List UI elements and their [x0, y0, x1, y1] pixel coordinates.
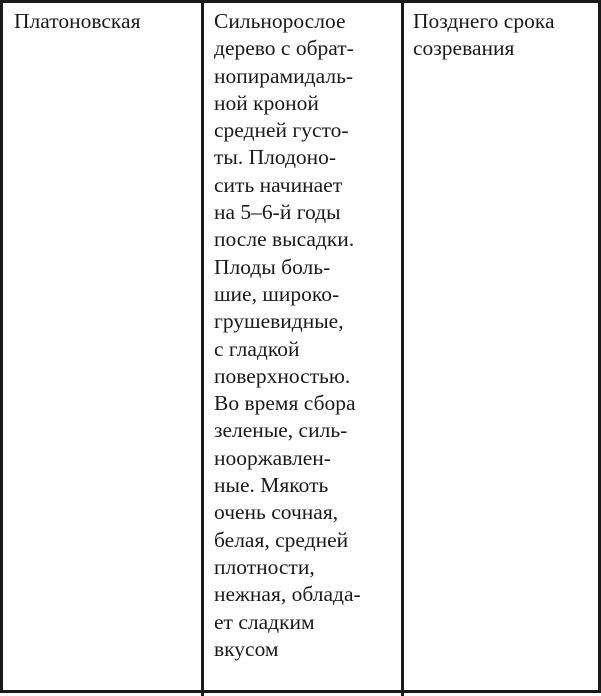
- cell-text-line: созревания: [413, 36, 515, 61]
- cell-text-line: Платоновская: [14, 9, 141, 33]
- cell-text-line: очень сочная,: [214, 500, 339, 525]
- cell-text-line: грушевидные,: [214, 309, 344, 334]
- cell-text-line: ты. Плодоно-: [214, 145, 337, 170]
- cell-text-line: Позднего срока: [413, 9, 555, 33]
- column-divider-1: [201, 3, 204, 696]
- cell-ripening-period: [413, 8, 598, 63]
- cell-text-line: ет сладким: [214, 609, 315, 634]
- cell-text-line: Сильнорослое: [214, 9, 346, 33]
- cell-text-line: белая, средней: [214, 527, 349, 552]
- cell-text-line: дерево с обрат-: [214, 36, 354, 61]
- cell-text-line: после высадки.: [214, 227, 355, 252]
- cell-text-line: на 5–6-й годы: [214, 200, 341, 225]
- cell-text-line: вкусом: [214, 636, 279, 661]
- cell-text-line: нопирамидаль-: [214, 63, 354, 88]
- cell-text-line: плотности,: [214, 554, 315, 579]
- cell-text-line: нежная, облада-: [214, 582, 361, 607]
- cell-text-line: средней густо-: [214, 118, 349, 143]
- cell-text-line: сить начинает: [214, 172, 343, 197]
- cell-text-line: ной кроной: [214, 90, 319, 115]
- cell-text-line: Во время сбора: [214, 391, 356, 416]
- cell-variety-name: [14, 8, 194, 35]
- column-divider-2: [401, 3, 404, 696]
- cell-text-line: ные. Мякоть: [214, 473, 329, 498]
- cell-text-line: поверхностью.: [214, 363, 351, 388]
- cell-text-line: шие, широко-: [214, 281, 340, 306]
- cell-text-line: Плоды боль-: [214, 254, 331, 279]
- cell-text-line: с гладкой: [214, 336, 300, 361]
- cell-variety-description: [214, 8, 394, 663]
- cell-text-line: нооржавлен-: [214, 445, 331, 470]
- cell-text-line: зеленые, силь-: [214, 418, 348, 443]
